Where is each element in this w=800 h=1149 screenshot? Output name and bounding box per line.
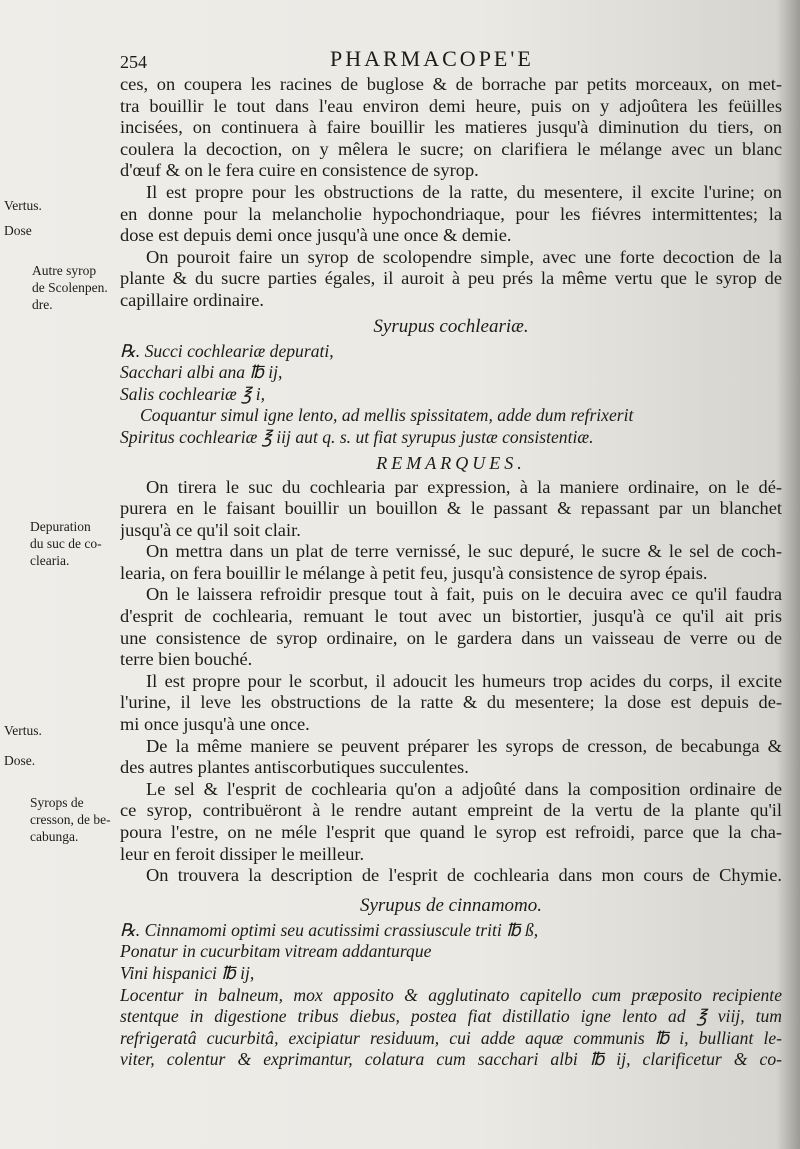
paragraph: De la même maniere se peuvent préparer les syrops de cresson, de becabunga & des autres plantes antiscorbutiques succulentes.	[120, 735, 782, 778]
paragraph: On trouvera la description de l'esprit de cochlearia dans mon cours de Chymie.	[146, 865, 782, 886]
margin-note-dose: Dose	[4, 223, 32, 238]
paragraph: On le laissera refroidir presque tout à fait, puis on le decuira avec ce qu'il faudra d'esprit de cochlearia, remuant le tout avec un bistortier, jusqu'à ce qu'il ait pris une consistence de syrop ordinaire, on le gardera dans un vaisseau de verre ou de terre bien bouché.	[120, 584, 782, 670]
margin-note-syrops: Syrops de cresson, de be- cabunga.	[30, 795, 111, 844]
running-head: PHARMACOPE'E	[330, 46, 534, 71]
section-heading: Syrupus cochleariæ.	[373, 315, 529, 337]
paragraph: On tirera le suc du cochlearia par expression, à la maniere ordinaire, on le dé- purera en le faisant bouillir un bouillon & le passant & repassant par un blanchet jusqu'à ce qu'il soit clair.	[120, 476, 782, 540]
section-heading: Syrupus de cinnamomo.	[359, 894, 543, 916]
paragraph: ces, on coupera les racines de buglose & de borrache par petits morceaux, on met- tra bouillir le tout dans l'eau environ demi heure, puis on y adjoûtera les feüilles incisées, on continuera à faire bouillir les matieres jusqu'à diminution du tiers, on coulera la decoction, on y mêlera le sucre; on clarifiera le mélange avec un blanc d'œuf & on le fera cuire en consistence de syrop.	[120, 74, 782, 181]
remarques-heading: REMARQUES.	[376, 452, 526, 473]
formula: ℞. Succi cochleariæ depurati, Sacchari albi ana ℔ ij, Salis cochleariæ ℥ i, Coquantur simul igne lento, ad mellis spissitatem, adde dum refrixerit Spiritus cochleariæ ℥ iij aut q. s. ut fiat syrupus justæ consistentiæ.	[120, 340, 634, 447]
page-header	[110, 46, 780, 76]
main-text	[120, 74, 782, 1071]
margin-note-dose-2: Dose.	[4, 753, 36, 768]
margin-note-vertus: Vertus.	[4, 198, 42, 213]
paragraph: On pouroit faire un syrop de scolopendre simple, avec une forte decoction de la plante & du sucre parties égales, il auroit à peu prés la même vertu que le syrop de capillaire ordinaire.	[120, 246, 782, 310]
margin-note-depuration: Depuration du suc de co- clearia.	[30, 519, 102, 568]
paragraph: On mettra dans un plat de terre vernissé, le suc depuré, le sucre & le sel de coch- learia, on fera bouillir le mélange à petit feu, jusqu'à consistence de syrop épais.	[120, 541, 782, 583]
paragraph: Il est propre pour les obstructions de la ratte, du mesentere, il excite l'urine; on en donne pour la melancholie hypochondriaque, pour les fiévres intermittentes; la dose est depuis demi once jusqu'à une once & demie.	[120, 181, 782, 246]
page-number: 254	[120, 52, 147, 72]
formula: ℞. Cinnamomi optimi seu acutissimi crassiuscule triti ℔ ß, Ponatur in cucurbitam vitream addanturque Vini hispanici ℔ ij, Locentur in balneum, mox apposito & agglutinato capitello cum præposito recipiente stentque in digestione tribus diebus, postea fiat distillatio igne lento ad ℥ viij, tum refrigeratâ cucurbitâ, excipiatur residuum, cui adde aquæ communis ℔ i, bulliant le- viter, colentur & exprimantur, colatura cum sacchari albi ℔ ij, clarificetur & co-	[120, 919, 782, 1070]
margin-note-vertus-2: Vertus.	[4, 723, 42, 738]
paragraph: Le sel & l'esprit de cochlearia qu'on a adjoûté dans la composition ordinaire de ce syrop, contribuëront à le rendre autant empreint de la vertu de la plante qu'il poura l'estre, on ne méle l'esprit que quand le syrop est refroidi, parce que la cha- leur en feroit dissiper le meilleur.	[120, 778, 782, 864]
margin-note-autre-syrop: Autre syrop de Scolenpen. dre.	[32, 263, 108, 312]
paragraph: Il est propre pour le scorbut, il adoucit les humeurs trop acides du corps, il excite l'urine, il leve les obstructions de la ratte & du mesentere; la dose est depuis de- mi once jusqu'à une once.	[120, 670, 782, 735]
